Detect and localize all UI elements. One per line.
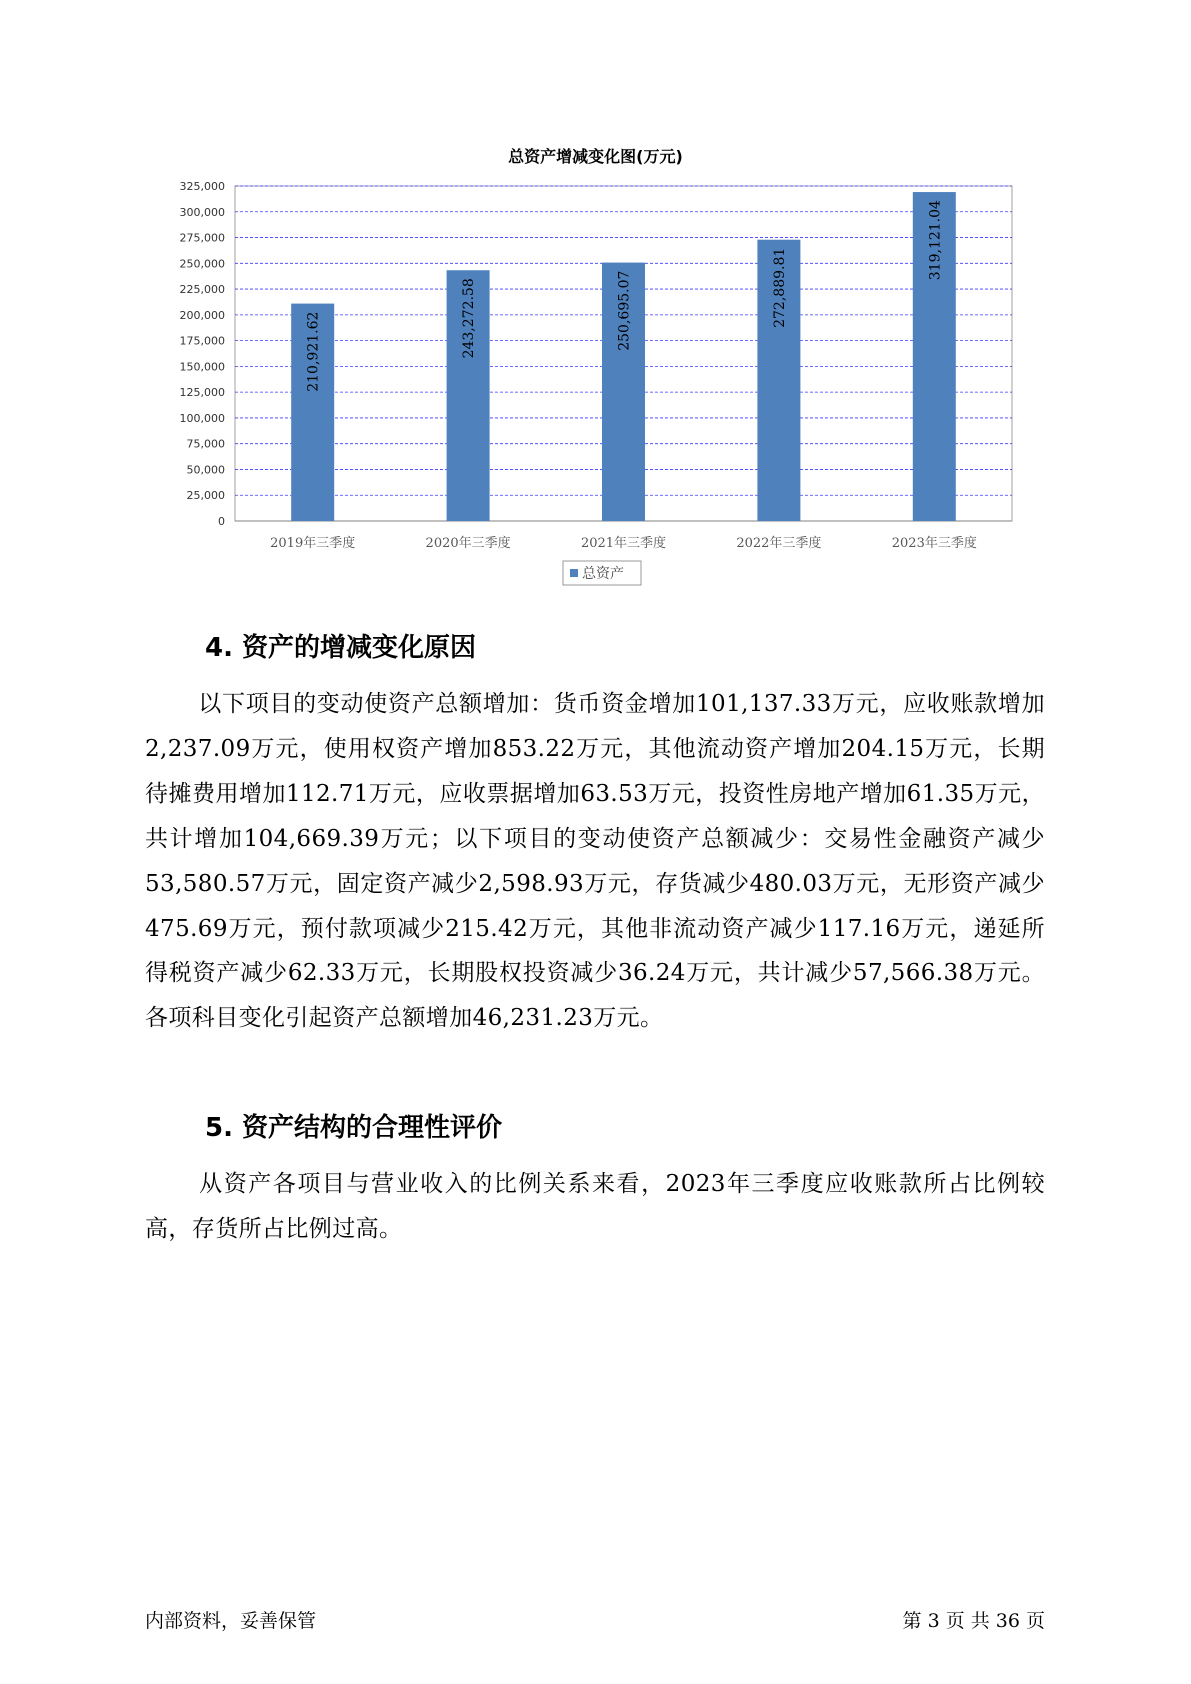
y-tick-label: 25,000: [186, 489, 225, 503]
chart-title: 总资产增减变化图(万元): [508, 147, 683, 166]
y-tick-label: 75,000: [186, 437, 225, 451]
x-tick-label: 2019年三季度: [270, 536, 356, 551]
section-4-paragraph: [145, 682, 1045, 1041]
bar-value-label: 272,889.81: [771, 247, 788, 328]
page-number: 第 3 页 共 36 页: [902, 1610, 1045, 1632]
y-tick-label: 200,000: [179, 308, 225, 322]
y-tick-label: 250,000: [179, 257, 225, 271]
y-tick-label: 225,000: [179, 283, 225, 297]
legend-label: 总资产: [582, 566, 624, 582]
x-tick-label: 2020年三季度: [425, 536, 511, 551]
y-tick-label: 125,000: [179, 386, 225, 400]
x-tick-label: 2021年三季度: [580, 536, 667, 551]
section-4-heading: 4. 资产的增减变化原因: [205, 633, 477, 663]
y-tick-label: 275,000: [179, 231, 225, 245]
y-tick-label: 0: [218, 515, 225, 528]
y-tick-label: 50,000: [186, 463, 225, 477]
bar-value-label: 210,921.62: [305, 311, 322, 392]
section-4-text: 以下项目的变动使资产总额增加：货币资金增加101,137.33万元，应收账款增加2,237.09万元，使用权资产增加853.22万元，其他流动资产增加204.15万元，长期待摊费用增加112.71万元，应收票据增加63.53万元，投资性房地产增加61.35万元，共计增加104,669.39万元；以下项目的变动使资产总额减少：交易性金融资产减少53,580.57万元，固定资产减少2,598.93万元，存货减少480.03万元，无形资产减少475.69万元，预付款项减少215.42万元，其他非流动资产减少117.16万元，递延所得税资产减少62.33万元，长期股权投资减少36.24万元，共计减少57,566.38万元。各项科目变化引起资产总额增加46,231.23万元。: [145, 691, 1045, 1032]
x-tick-label: 2023年三季度: [891, 536, 977, 551]
y-tick-label: 325,000: [179, 180, 225, 193]
x-tick-label: 2022年三季度: [736, 536, 822, 551]
y-tick-label: 300,000: [179, 205, 225, 219]
section-5-heading: 5. 资产结构的合理性评价: [205, 1113, 503, 1143]
section-5-paragraph: [145, 1162, 1045, 1252]
bar-value-label: 250,695.07: [616, 270, 633, 351]
bar-value-label: 243,272.58: [461, 278, 478, 359]
bar-value-label: 319,121.04: [927, 200, 944, 281]
y-tick-label: 100,000: [179, 411, 225, 425]
section-5-text: 从资产各项目与营业收入的比例关系来看，2023年三季度应收账款所占比例较高，存货所占比例过高。: [145, 1171, 1045, 1242]
y-tick-label: 150,000: [179, 360, 225, 374]
total-assets-bar-chart: [0, 0, 1191, 600]
legend-swatch: [570, 569, 578, 577]
footer-note: 内部资料，妥善保管: [145, 1610, 317, 1632]
y-tick-label: 175,000: [179, 334, 225, 348]
